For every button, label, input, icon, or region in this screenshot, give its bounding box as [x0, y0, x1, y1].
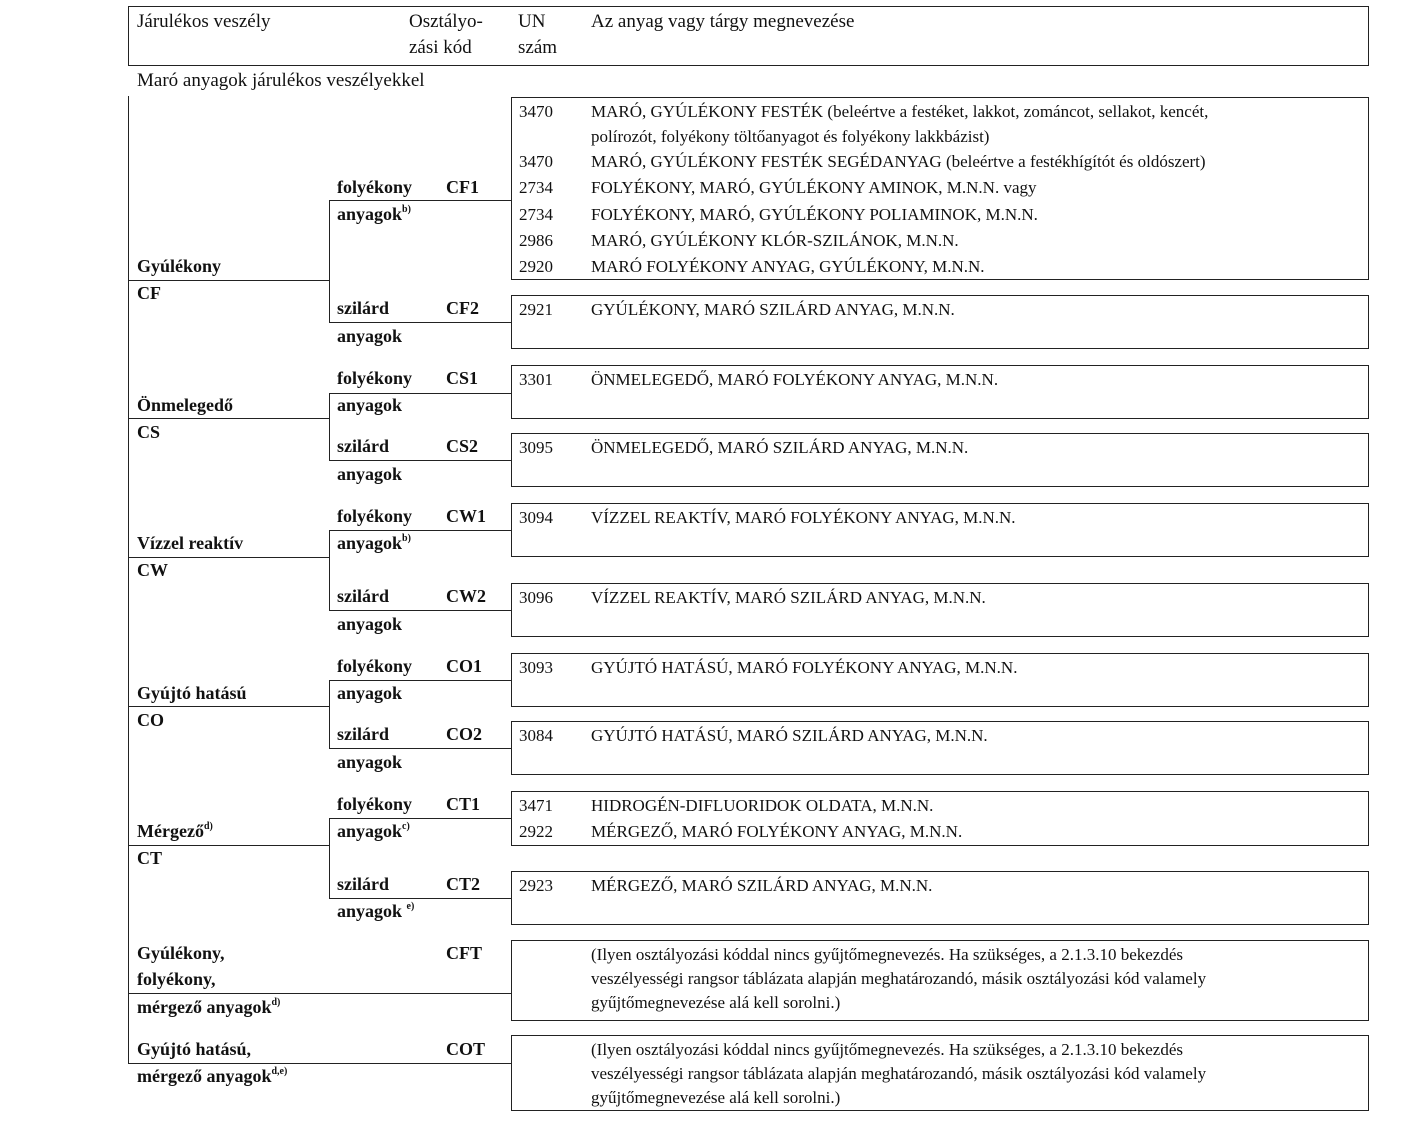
cs2-substances-label: anyagok	[337, 464, 403, 484]
cot-note-line-1: (Ilyen osztályozási kóddal nincs gyűjtőmegnevezés. Ha szükséges, a 2.1.3.10 bekezdés	[591, 1040, 1183, 1059]
cs1-un: 3301	[519, 370, 553, 389]
ct2-un: 2923	[519, 876, 553, 895]
cw1-un: 3094	[519, 508, 553, 527]
cs1-liquid-label: folyékony	[337, 368, 413, 388]
cw2-un: 3096	[519, 588, 553, 607]
co2-name: GYÚJTÓ HATÁSÚ, MARÓ SZILÁRD ANYAG, M.N.N.	[591, 726, 988, 745]
branch-cft	[128, 993, 511, 994]
group-ct-code: CT	[137, 848, 163, 868]
co2-code: CO2	[446, 724, 482, 744]
branch-cf	[128, 280, 329, 281]
cot-note-line-2: veszélyességi rangsor táblázata alapján meghatározandó, másik osztályozási kód valamely	[591, 1064, 1207, 1083]
ct1-substances-label: anyagok$^{c)}$	[337, 821, 410, 841]
cf1-un-3: 3470	[519, 152, 553, 171]
branch-ct-vertical	[329, 818, 330, 898]
cf1-code: CF1	[446, 177, 479, 197]
branch-ct2	[329, 898, 511, 899]
cw2-name: VÍZZEL REAKTÍV, MARÓ SZILÁRD ANYAG, M.N.N.	[591, 588, 986, 607]
branch-cw-vertical	[329, 530, 330, 610]
group-cf-name: Gyúlékony	[137, 256, 222, 276]
branch-co1	[329, 680, 511, 681]
branch-co	[128, 706, 329, 707]
cs2-solid-label: szilárd	[337, 436, 389, 456]
cf2-un: 2921	[519, 300, 553, 319]
header-name: Az anyag vagy tárgy megnevezése	[591, 11, 855, 32]
branch-cf2	[329, 322, 511, 323]
cw1-code: CW1	[446, 506, 486, 526]
ct2-solid-label: szilárd	[337, 874, 389, 894]
cs1-code: CS1	[446, 368, 479, 388]
co2-un: 3084	[519, 726, 553, 745]
ct2-code: CT2	[446, 874, 481, 894]
group-cf-code: CF	[137, 283, 161, 303]
branch-cot	[128, 1063, 511, 1064]
cs2-name: ÖNMELEGEDŐ, MARÓ SZILÁRD ANYAG, M.N.N.	[591, 438, 969, 457]
cf1-un-1: 3470	[519, 102, 553, 121]
cs2-code: CS2	[446, 436, 479, 456]
ct2-name: MÉRGEZŐ, MARÓ SZILÁRD ANYAG, M.N.N.	[591, 876, 933, 895]
group-cw-code: CW	[137, 560, 168, 580]
header-un-2: szám	[518, 37, 558, 58]
group-cot-name-2: mérgező anyagok$^{d,e)}$	[137, 1066, 288, 1086]
header-hazard: Járulékos veszély	[137, 11, 271, 32]
cs2-un: 3095	[519, 438, 553, 457]
co1-code: CO1	[446, 656, 482, 676]
ct1-name-1: HIDROGÉN-DIFLUORIDOK OLDATA, M.N.N.	[591, 796, 934, 815]
cf1-name-4: FOLYÉKONY, MARÓ, GYÚLÉKONY AMINOK, M.N.N. vagy	[591, 178, 1037, 197]
co2-substances-label: anyagok	[337, 752, 403, 772]
header-code-2: zási kód	[409, 37, 472, 58]
cf1-name-1: MARÓ, GYÚLÉKONY FESTÉK (beleértve a festéket, lakkot, zománcot, sellakot, kencét,	[591, 102, 1209, 121]
branch-cs	[128, 418, 329, 419]
cw1-substances-label: anyagok$^{b)}$	[337, 533, 411, 553]
ct1-liquid-label: folyékony	[337, 794, 413, 814]
branch-cf1	[329, 200, 511, 201]
cf1-un-6: 2986	[519, 231, 553, 250]
group-cs-code: CS	[137, 422, 161, 442]
cf2-substances-label: anyagok	[337, 326, 403, 346]
cw2-solid-label: szilárd	[337, 586, 389, 606]
cf1-name-2: polírozót, folyékony töltőanyagot és folyékony lakkbázist)	[591, 127, 990, 146]
cw1-name: VÍZZEL REAKTÍV, MARÓ FOLYÉKONY ANYAG, M.N.N.	[591, 508, 1016, 527]
group-ct-name: Mérgező$^{d)}$	[137, 821, 213, 841]
cw1-liquid-label: folyékony	[337, 506, 413, 526]
co1-un: 3093	[519, 658, 553, 677]
branch-cs-vertical	[329, 393, 330, 460]
cs1-substances-label: anyagok	[337, 395, 403, 415]
ct1-un-2: 2922	[519, 822, 553, 841]
co2-solid-label: szilárd	[337, 724, 389, 744]
cft-note-line-1: (Ilyen osztályozási kóddal nincs gyűjtőmegnevezés. Ha szükséges, a 2.1.3.10 bekezdés	[591, 945, 1183, 964]
group-co-code: CO	[137, 710, 164, 730]
cft-note-line-3: gyűjtőmegnevezése alá kell sorolni.)	[591, 993, 841, 1012]
group-co-name: Gyújtó hatású	[137, 683, 247, 703]
ct1-code: CT1	[446, 794, 481, 814]
group-cot-name-1: Gyújtó hatású,	[137, 1039, 252, 1059]
branch-co-vertical	[329, 680, 330, 748]
ct1-un-1: 3471	[519, 796, 553, 815]
cf2-code: CF2	[446, 298, 479, 318]
cf1-substances-label: anyagok$^{b)}$	[337, 204, 411, 224]
cf1-un-5: 2734	[519, 205, 553, 224]
group-cs-name: Önmelegedő	[137, 395, 233, 415]
cf1-name-7: MARÓ FOLYÉKONY ANYAG, GYÚLÉKONY, M.N.N.	[591, 257, 985, 276]
group-cft-name-2: folyékony,	[137, 969, 216, 989]
branch-ct1	[329, 818, 511, 819]
cf1-name-6: MARÓ, GYÚLÉKONY KLÓR-SZILÁNOK, M.N.N.	[591, 231, 959, 250]
cf1-name-5: FOLYÉKONY, MARÓ, GYÚLÉKONY POLIAMINOK, M.N.N.	[591, 205, 1038, 224]
cft-note-line-2: veszélyességi rangsor táblázata alapján meghatározandó, másik osztályozási kód valamely	[591, 969, 1207, 988]
co1-name: GYÚJTÓ HATÁSÚ, MARÓ FOLYÉKONY ANYAG, M.N.N.	[591, 658, 1018, 677]
co1-liquid-label: folyékony	[337, 656, 413, 676]
cot-note-line-3: gyűjtőmegnevezése alá kell sorolni.)	[591, 1088, 841, 1107]
cf1-liquid-label: folyékony	[337, 177, 413, 197]
branch-ct	[128, 845, 329, 846]
main-tree-line	[128, 96, 129, 1063]
header-code-1: Osztályo-	[409, 11, 483, 32]
header-un-1: UN	[518, 11, 546, 32]
cf1-un-7: 2920	[519, 257, 553, 276]
branch-cw2	[329, 610, 511, 611]
cf2-name: GYÚLÉKONY, MARÓ SZILÁRD ANYAG, M.N.N.	[591, 300, 955, 319]
ct2-substances-label: anyagok $^{e)}$	[337, 901, 415, 921]
branch-cf-vertical	[329, 200, 330, 322]
group-cft-name-1: Gyúlékony,	[137, 943, 225, 963]
group-cot-code: COT	[446, 1039, 486, 1059]
group-cft-code: CFT	[446, 943, 482, 963]
group-cw-name: Vízzel reaktív	[137, 533, 244, 553]
branch-cs2	[329, 460, 511, 461]
cf2-solid-label: szilárd	[337, 298, 389, 318]
cs1-name: ÖNMELEGEDŐ, MARÓ FOLYÉKONY ANYAG, M.N.N.	[591, 370, 999, 389]
co1-substances-label: anyagok	[337, 683, 403, 703]
branch-cw	[128, 557, 329, 558]
branch-cs1	[329, 393, 511, 394]
group-cft-name-3: mérgező anyagok$^{d)}$	[137, 997, 281, 1017]
ct1-name-2: MÉRGEZŐ, MARÓ FOLYÉKONY ANYAG, M.N.N.	[591, 822, 963, 841]
section-title: Maró anyagok járulékos veszélyekkel	[137, 70, 425, 91]
branch-cw1	[329, 530, 511, 531]
cw2-substances-label: anyagok	[337, 614, 403, 634]
cw2-code: CW2	[446, 586, 486, 606]
cf1-un-4: 2734	[519, 178, 553, 197]
cf1-name-3: MARÓ, GYÚLÉKONY FESTÉK SEGÉDANYAG (beleértve a festékhígítót és oldószert)	[591, 152, 1206, 171]
branch-co2	[329, 748, 511, 749]
